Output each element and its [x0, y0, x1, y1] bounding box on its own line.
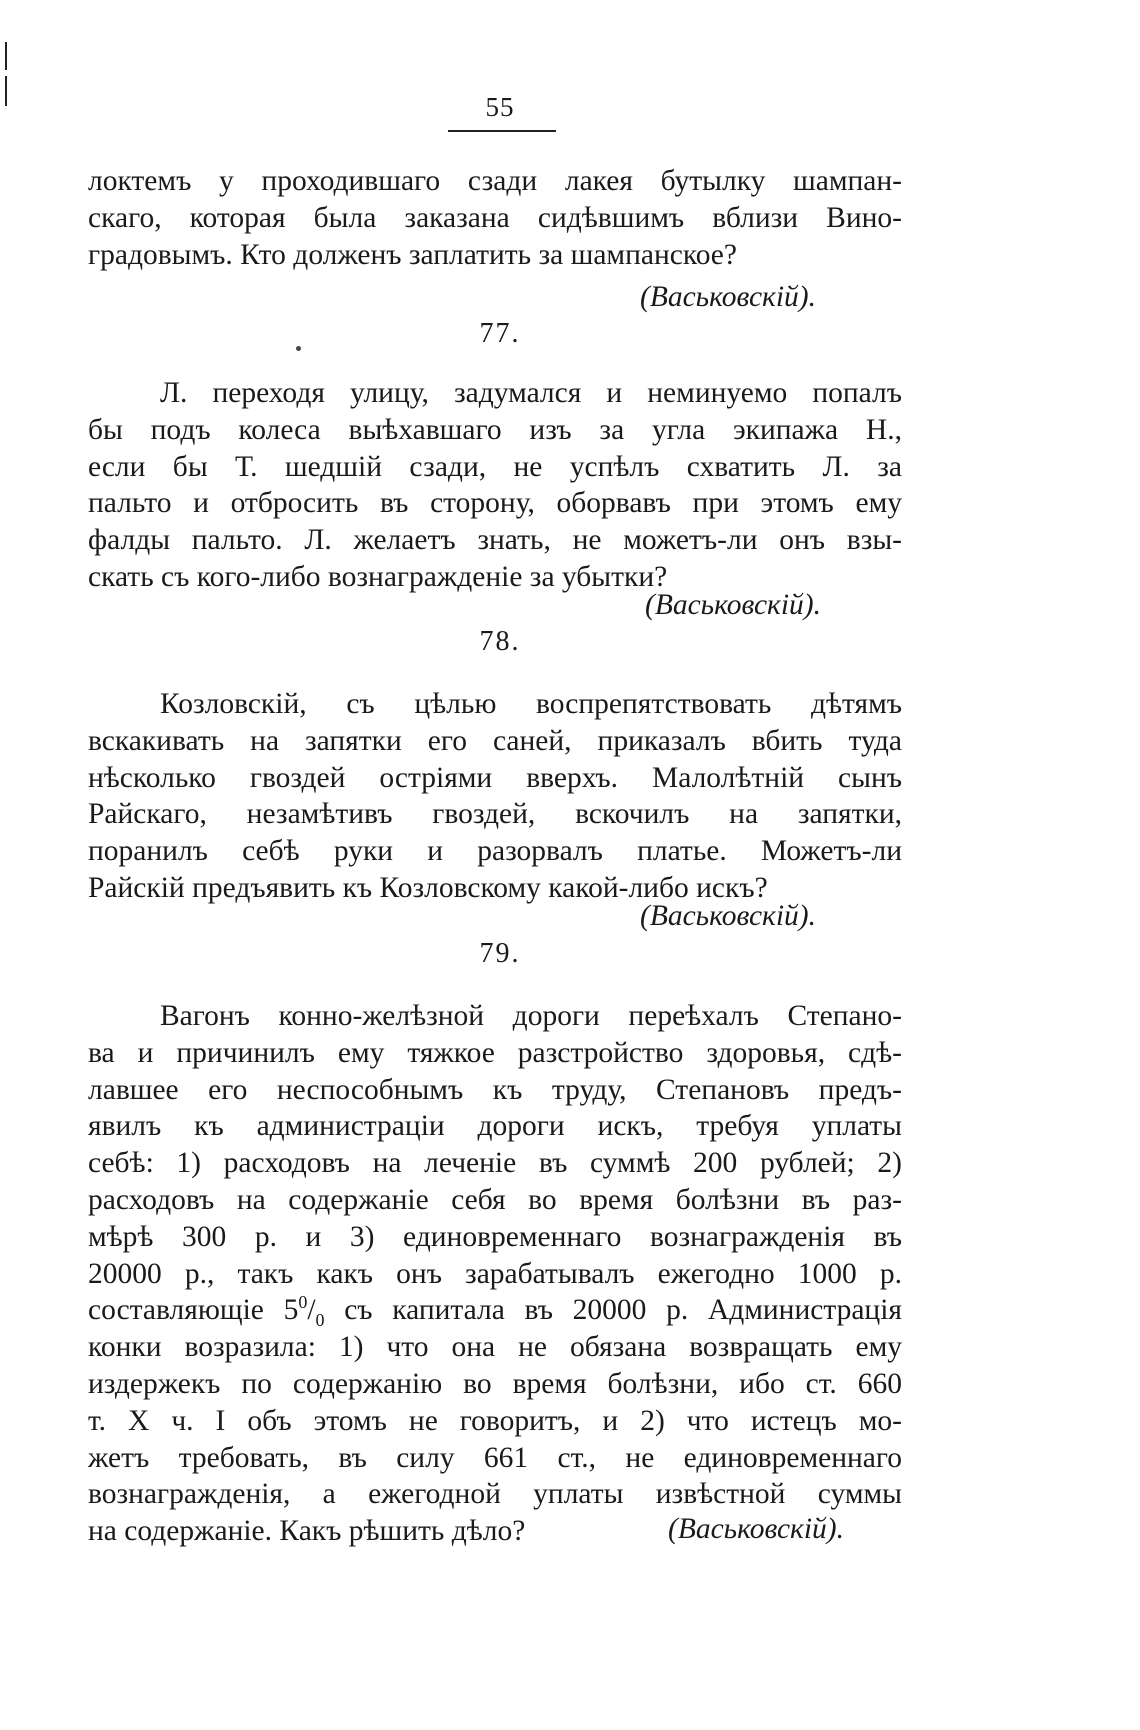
text-line: мѣрѣ 300 р. и 3) единовременнаго вознагражденія въ [88, 1220, 902, 1253]
citation: (Васьковскій). [640, 281, 816, 313]
text-line: себѣ: 1) расходовъ на леченіе въ суммѣ 200 рублей; 2) [88, 1147, 902, 1180]
page-number: 55 [485, 92, 515, 122]
text-line: если бы Т. шедшій сзади, не успѣлъ схватить Л. за [88, 450, 902, 483]
print-speck [296, 346, 301, 351]
text-line: скаго, которая была заказана сидѣвшимъ вблизи Вино- [88, 201, 902, 234]
citation: (Васьковскій). [645, 589, 821, 621]
text-line: нѣсколько гвоздей остріями вверхъ. Малолѣтній сынъ [88, 761, 902, 794]
citation: (Васьковскій). [640, 900, 816, 932]
text-line: т. X ч. I объ этомъ не говоритъ, и 2) что истецъ мо- [88, 1404, 902, 1437]
percent-superscript: 0 [298, 1292, 308, 1313]
text-line: Вагонъ конно-желѣзной дороги переѣхалъ Степано- [160, 1000, 902, 1032]
text-line: скать съ кого-либо вознагражденіе за убытки? [88, 560, 668, 593]
text-line: Райскаго, незамѣтивъ гвоздей, вскочилъ на запятки, [88, 798, 902, 831]
text-line: бы подъ колеса выѣхавшаго изъ за угла экипажа Н., [88, 413, 902, 446]
text-line: Козловскій, съ цѣлью воспрепятствовать дѣтямъ [160, 688, 902, 720]
text-line: Л. переходя улицу, задумался и неминуемо попалъ [160, 377, 902, 409]
text-line: поранилъ себѣ руки и разорвалъ платье. Можетъ-ли [88, 835, 902, 868]
text-line: издержекъ по содержанію во время болѣзни, ибо ст. 660 [88, 1367, 902, 1400]
problem-number: 78. [479, 626, 521, 657]
problem-78-paragraph [88, 686, 902, 907]
citation: (Васьковскій). [668, 1513, 844, 1545]
text-line: ва и причинилъ ему тяжкое разстройство здоровья, сдѣ- [88, 1036, 902, 1069]
problem-77-paragraph [88, 375, 902, 596]
continuation-paragraph [88, 163, 902, 273]
text-line: конки возразила: 1) что она не обязана возвращать ему [88, 1331, 902, 1364]
text-line: локтемъ у проходившаго сзади лакея бутылку шампан- [88, 165, 902, 197]
text-line: жетъ требовать, въ силу 661 ст., не единовременнаго [88, 1441, 902, 1474]
text-line: 20000 р., такъ какъ онъ зарабатывалъ ежегодно 1000 р. [88, 1257, 902, 1290]
text-line: градовымъ. Кто долженъ заплатить за шампанское? [88, 238, 737, 271]
text-line: Райскій предъявить къ Козловскому какой-либо искъ? [88, 871, 768, 904]
problem-79-paragraph [88, 998, 902, 1550]
text-line: расходовъ на содержаніе себя во время болѣзни въ раз- [88, 1183, 902, 1216]
scan-margin-mark [5, 42, 7, 70]
text-line: пальто и отбросить въ сторону, оборвавъ при этомъ ему [88, 487, 902, 520]
text-line: лавшее его неспособнымъ къ труду, Степановъ предъ- [88, 1073, 902, 1106]
text-fragment: составляющіе 5 [88, 1294, 299, 1327]
text-line: на содержаніе. Какъ рѣшить дѣло? [88, 1515, 526, 1548]
scan-margin-mark [5, 76, 7, 106]
problem-number: 79. [479, 938, 521, 969]
text-line: фалды пальто. Л. желаетъ знать, не можетъ-ли онъ взы- [88, 524, 902, 557]
percent-subscript: 0 [315, 1310, 325, 1331]
text-line: вознагражденія, а ежегодной уплаты извѣстной суммы [88, 1478, 902, 1511]
text-fragment: съ капитала въ 20000 р. Администрація [324, 1294, 902, 1327]
text-line-percent: составляющіе $5^0/_0$ съ капитала въ 20000 р. Администрація [88, 1292, 902, 1331]
header-rule [448, 130, 556, 132]
text-line: явилъ къ администраціи дороги искъ, требуя уплаты [88, 1110, 902, 1143]
problem-number: 77. [479, 318, 521, 349]
text-line: вскакивать на запятки его саней, приказалъ вбить туда [88, 724, 902, 757]
